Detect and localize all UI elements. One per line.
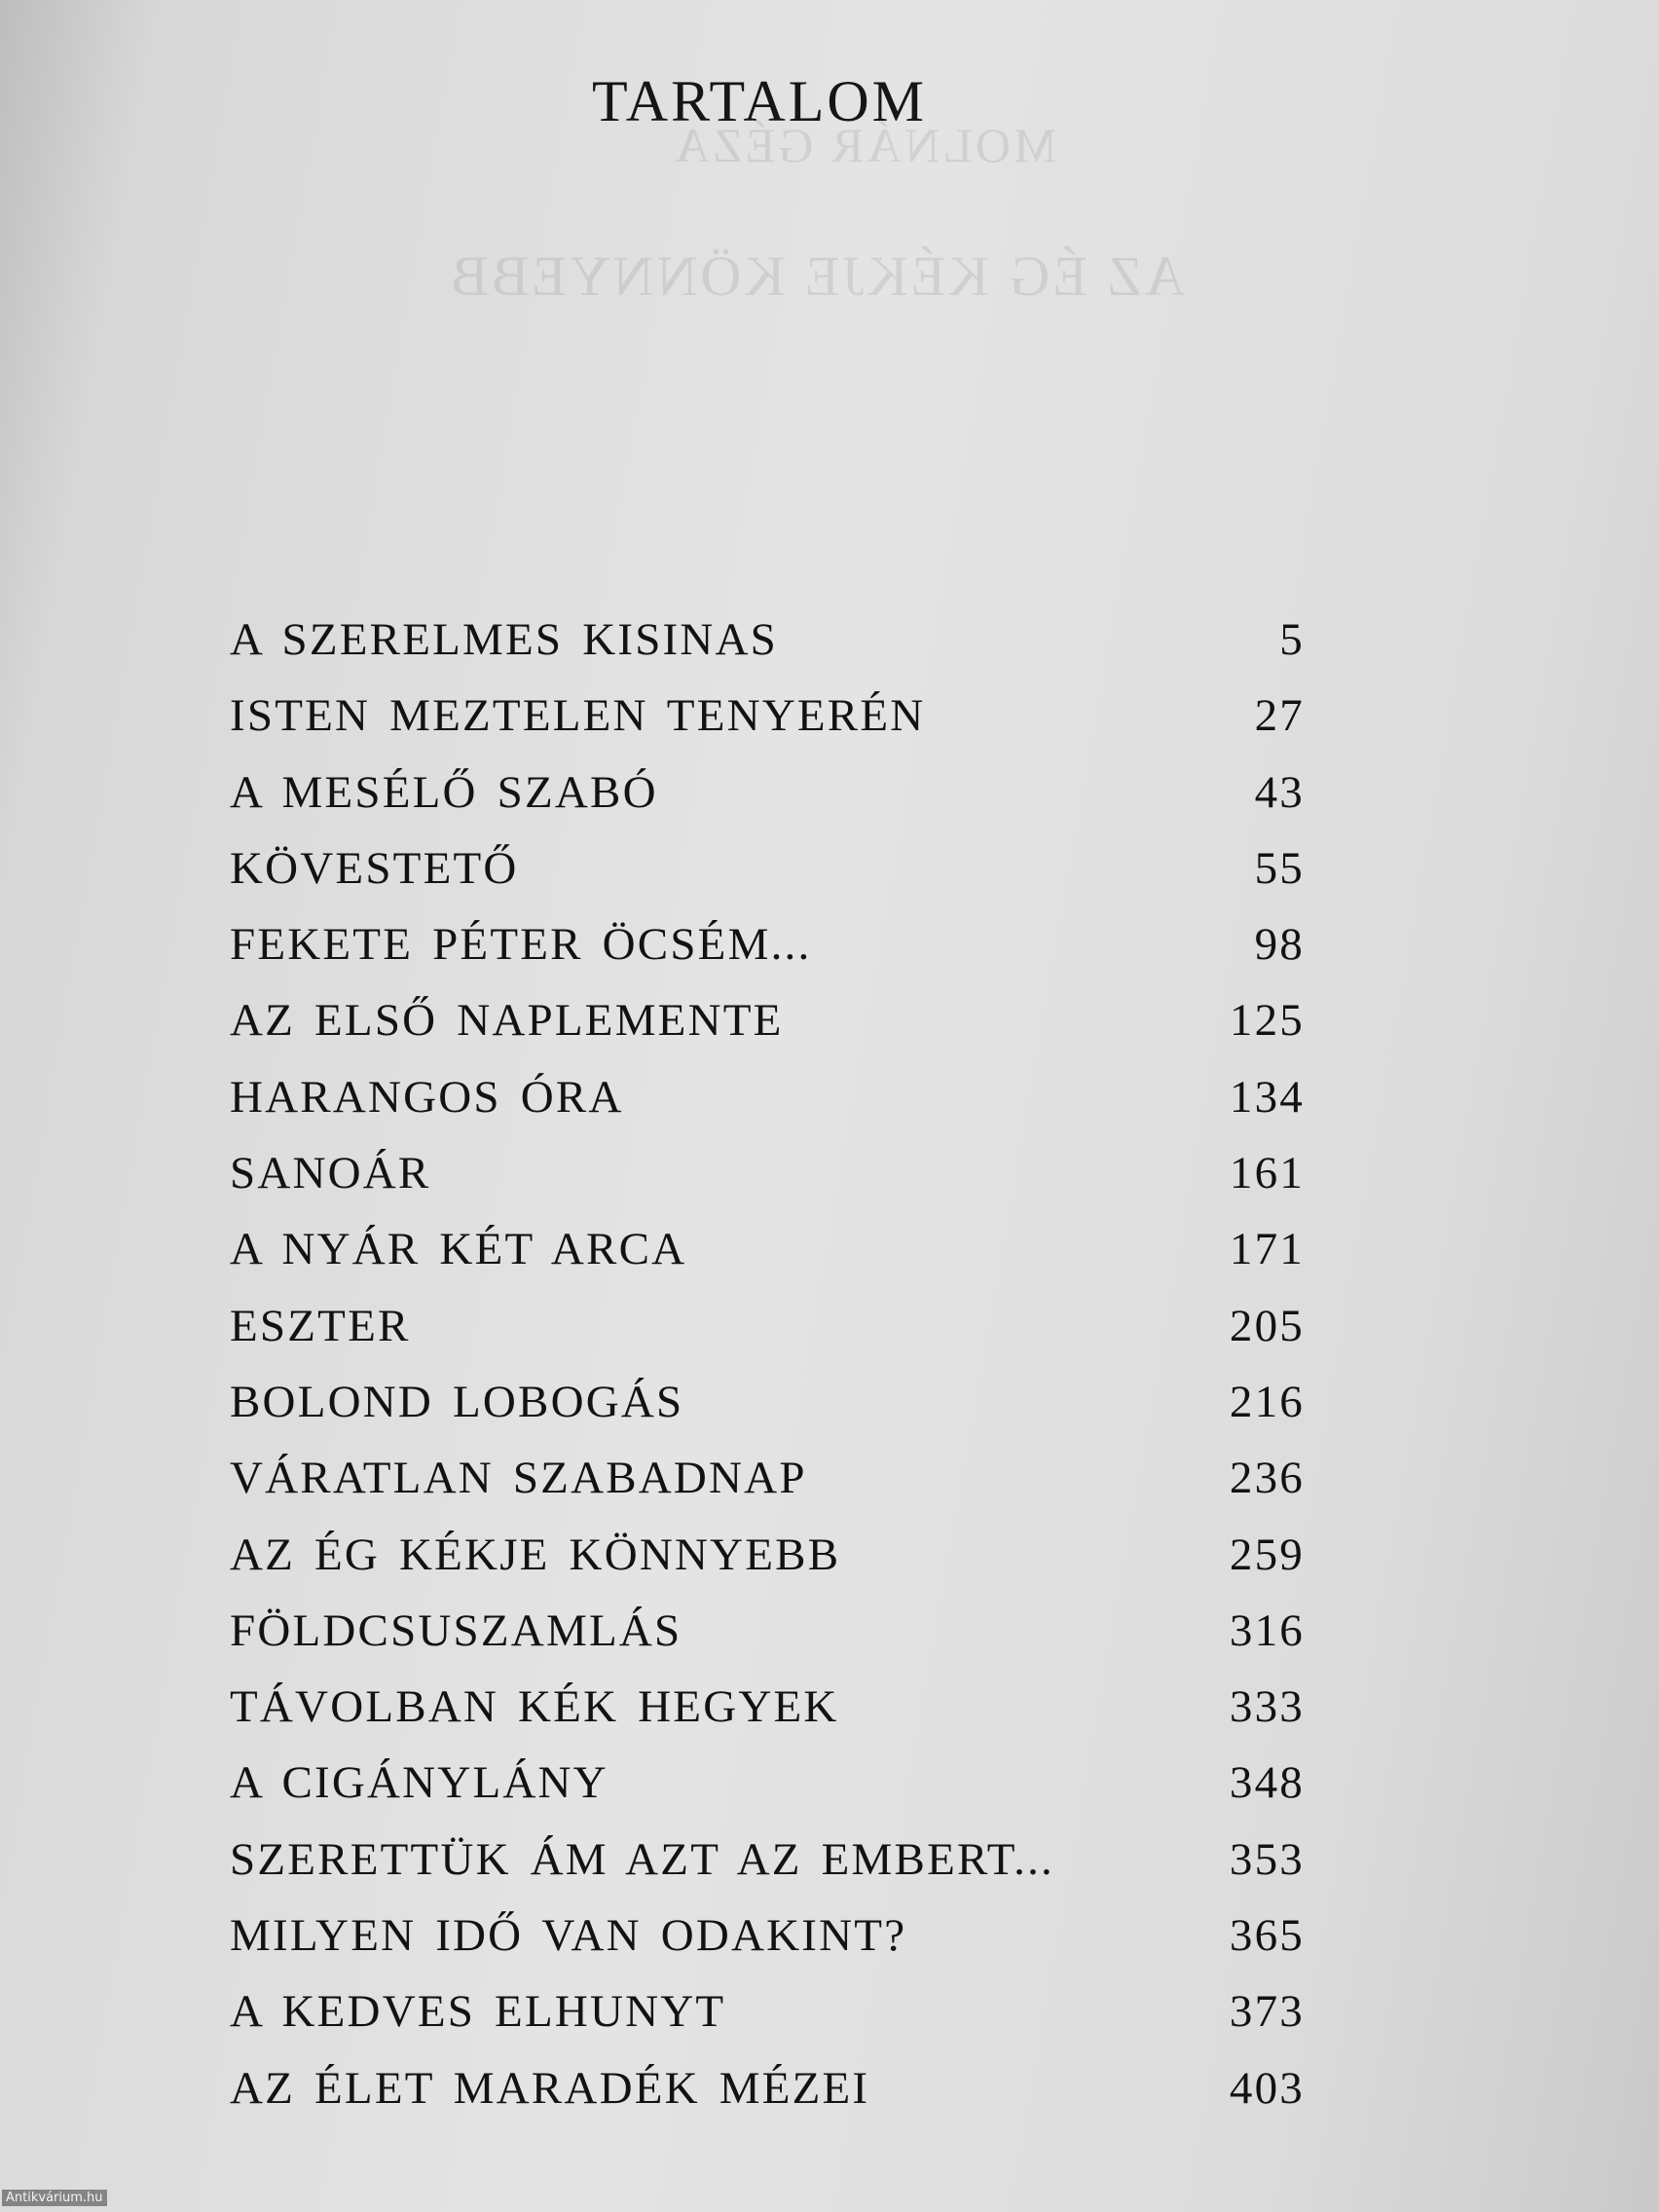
toc-entry <box>230 842 1305 918</box>
toc-entry <box>230 1529 1305 1604</box>
toc-entry <box>230 689 1305 765</box>
bleed-through-author: MOLNÁR GÉZA <box>672 118 1057 172</box>
toc-entry-title: A MESÉLŐ SZABÓ <box>230 766 658 818</box>
toc-entry <box>230 1680 1305 1756</box>
toc-entry-page: 43 <box>1254 766 1305 818</box>
toc-entry-title: HARANGOS ÓRA <box>230 1071 624 1123</box>
toc-entry <box>230 1300 1305 1376</box>
toc-entry-page: 171 <box>1229 1224 1305 1275</box>
toc-entry <box>230 1376 1305 1452</box>
toc-entry-title: TÁVOLBAN KÉK HEGYEK <box>230 1681 839 1733</box>
toc-entry <box>230 1833 1305 1909</box>
toc-entry-page: 27 <box>1254 690 1305 742</box>
toc-entry-title: FÖLDCSUSZAMLÁS <box>230 1604 682 1656</box>
toc-entry-page: 403 <box>1229 2062 1305 2114</box>
toc-entry <box>230 1909 1305 1985</box>
toc-entry <box>230 2062 1305 2138</box>
toc-entry-page: 259 <box>1229 1529 1305 1580</box>
toc-entry-title: AZ ÉLET MARADÉK MÉZEI <box>230 2062 870 2114</box>
toc-entry-title: FEKETE PÉTER ÖCSÉM... <box>230 919 812 971</box>
toc-entry-title: MILYEN IDŐ VAN ODAKINT? <box>230 1910 907 1962</box>
toc-entry-title: A CIGÁNYLÁNY <box>230 1757 608 1809</box>
toc-entry-title: ISTEN MEZTELEN TENYERÉN <box>230 690 926 742</box>
toc-entry <box>230 1223 1305 1299</box>
toc-entry <box>230 1985 1305 2061</box>
toc-entry-title: ESZTER <box>230 1300 411 1351</box>
page-title: TARTALOM <box>591 69 928 133</box>
toc-entry <box>230 766 1305 842</box>
toc-entry <box>230 613 1305 689</box>
toc-entry <box>230 1604 1305 1680</box>
toc-entry-title: SZERETTÜK ÁM AZT AZ EMBERT... <box>230 1833 1054 1885</box>
toc-entry-page: 55 <box>1254 842 1305 894</box>
toc-entry <box>230 1452 1305 1528</box>
toc-entry-page: 365 <box>1229 1910 1305 1962</box>
toc-entry <box>230 1756 1305 1832</box>
toc-entry-page: 125 <box>1229 995 1305 1047</box>
toc-entry-title: A SZERELMES KISINAS <box>230 614 779 665</box>
toc-entry-title: AZ ÉG KÉKJE KÖNNYEBB <box>230 1529 841 1580</box>
toc-entry <box>230 994 1305 1070</box>
toc-entry-page: 216 <box>1229 1376 1305 1427</box>
toc-entry <box>230 1071 1305 1147</box>
toc-entry-title: AZ ELSŐ NAPLEMENTE <box>230 995 784 1047</box>
toc-entry-page: 373 <box>1229 1986 1305 2038</box>
toc-entry-page: 353 <box>1229 1833 1305 1885</box>
toc-entry-page: 5 <box>1279 614 1305 665</box>
toc-entry-page: 205 <box>1229 1300 1305 1351</box>
toc-entry-title: KÖVESTETŐ <box>230 842 519 894</box>
toc-entry-page: 348 <box>1229 1757 1305 1809</box>
toc-entry-page: 161 <box>1229 1148 1305 1199</box>
toc-entry-page: 98 <box>1254 919 1305 971</box>
toc-entry-title: SANOÁR <box>230 1148 431 1199</box>
toc-entry-title: A NYÁR KÉT ARCA <box>230 1224 687 1275</box>
toc-entry <box>230 918 1305 994</box>
toc-entry-page: 316 <box>1229 1604 1305 1656</box>
toc-entry-title: BOLOND LOBOGÁS <box>230 1376 684 1427</box>
toc-entry-page: 134 <box>1229 1071 1305 1123</box>
table-of-contents <box>230 613 1305 2138</box>
bleed-through-title: AZ ÉG KÉKJE KÖNNYEBB <box>448 244 1186 308</box>
toc-entry-title: VÁRATLAN SZABADNAP <box>230 1453 807 1504</box>
toc-entry-title: A KEDVES ELHUNYT <box>230 1986 726 2038</box>
watermark: Antikvárium.hu <box>2 2190 107 2206</box>
toc-entry <box>230 1147 1305 1223</box>
toc-entry-page: 333 <box>1229 1681 1305 1733</box>
toc-entry-page: 236 <box>1229 1453 1305 1504</box>
